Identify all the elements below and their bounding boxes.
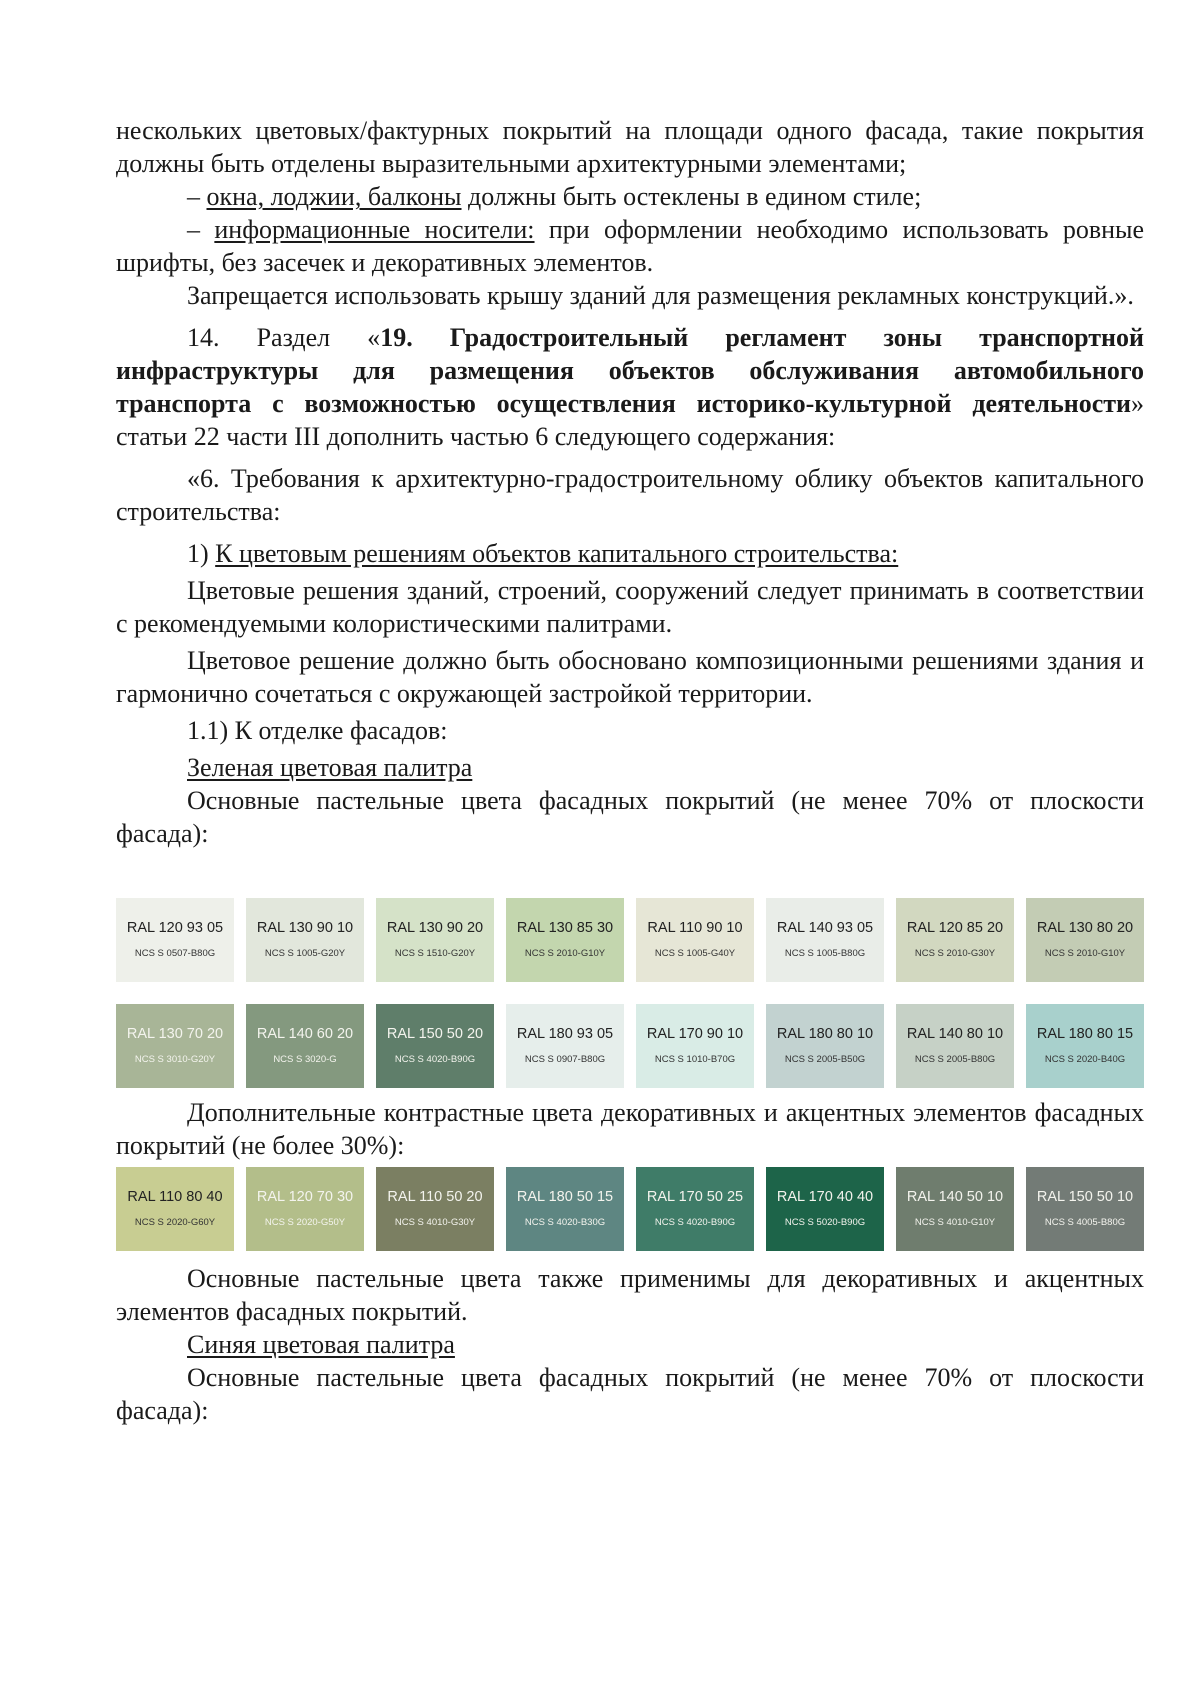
color-swatch (116, 898, 234, 982)
color-swatch (376, 1004, 494, 1088)
paragraph-accent-colors: Дополнительные контрастные цвета декоративных и акцентных элементов фасадных покрытий (не более 30%): (116, 1098, 1144, 1160)
ral-code: RAL 140 80 10 (906, 1026, 1004, 1042)
ncs-code: NCS S 2005-B50G (784, 1054, 866, 1065)
ncs-code: NCS S 4005-B80G (1044, 1217, 1126, 1228)
ral-code: RAL 110 80 40 (127, 1189, 223, 1205)
paragraph-color-justification: Цветовое решение должно быть обосновано композиционными решениями здания и гармонично сочетаться с окружающей застройкой территории. (116, 646, 1144, 708)
color-swatch (896, 1167, 1014, 1251)
color-swatch (506, 1167, 624, 1251)
dash: – (187, 182, 200, 211)
color-swatch (376, 1167, 494, 1251)
item-number: 1) (187, 539, 209, 568)
accent-swatch-grid (116, 1167, 1144, 1251)
paragraph-pastel-also: Основные пастельные цвета также применимы для декоративных и акцентных элементов фасадных покрытий. (116, 1264, 1144, 1326)
paragraph-windows (116, 180, 1144, 213)
color-swatch (636, 1004, 754, 1088)
color-swatch (116, 1004, 234, 1088)
color-swatch (766, 898, 884, 982)
paragraph-roof-ban: Запрещается использовать крышу зданий для размещения рекламных конструкций.». (187, 281, 1134, 310)
color-swatch (896, 898, 1014, 982)
paragraph-main-colors-green: Основные пастельные цвета фасадных покрытий (не менее 70% от плоскости фасада): (116, 786, 1144, 848)
section-title: 19. Градостроительный регламент зоны транспортной инфраструктуры для размещения объектов обслуживания автомобильного транспорта с возможностью осуществления историко-культурной деятельности (116, 323, 1145, 418)
text-block-accent (116, 1096, 1144, 1162)
ncs-code: NCS S 4020-B90G (394, 1054, 476, 1065)
ral-code: RAL 110 50 20 (387, 1189, 483, 1205)
ncs-code: NCS S 1005-G40Y (654, 948, 736, 959)
ral-code: RAL 110 90 10 (647, 920, 743, 936)
section-outro: » статьи 22 части III дополнить частью 6 следующего содержания: (116, 389, 1144, 451)
ncs-code: NCS S 2010-G10Y (524, 948, 606, 959)
ncs-code: NCS S 3010-G20Y (134, 1054, 216, 1065)
ral-code: RAL 140 60 20 (256, 1026, 354, 1042)
color-swatch (636, 898, 754, 982)
ncs-code: NCS S 0507-B80G (134, 948, 216, 959)
color-swatch (506, 1004, 624, 1088)
ncs-code: NCS S 4020-B30G (524, 1217, 606, 1228)
ral-code: RAL 140 93 05 (776, 920, 874, 936)
info-carriers-term: информационные носители: (214, 215, 535, 244)
ral-code: RAL 170 90 10 (646, 1026, 744, 1042)
windows-term: окна, лоджии, балконы (206, 182, 462, 211)
text-block-top (116, 114, 1144, 850)
color-swatch (766, 1167, 884, 1251)
ral-code: RAL 130 85 30 (516, 920, 614, 936)
ral-code: RAL 150 50 10 (1036, 1189, 1134, 1205)
ral-code: RAL 120 85 20 (906, 920, 1004, 936)
color-swatch (896, 1004, 1014, 1088)
ncs-code: NCS S 1005-G20Y (264, 948, 346, 959)
color-swatch (766, 1004, 884, 1088)
ncs-code: NCS S 4020-B90G (654, 1217, 736, 1228)
dash: – (187, 215, 200, 244)
color-swatch (116, 1167, 234, 1251)
blue-palette-title: Синяя цветовая палитра (187, 1330, 455, 1359)
ral-code: RAL 130 90 20 (386, 920, 484, 936)
ral-code: RAL 130 70 20 (126, 1026, 224, 1042)
ncs-code: NCS S 1510-G20Y (394, 948, 476, 959)
color-swatch (636, 1167, 754, 1251)
ral-code: RAL 130 90 10 (256, 920, 354, 936)
blue-palette-heading (116, 1328, 1144, 1361)
ncs-code: NCS S 2020-B40G (1044, 1054, 1126, 1065)
ral-code: RAL 170 50 25 (646, 1189, 744, 1205)
color-swatch (1026, 898, 1144, 982)
ral-code: RAL 180 80 15 (1036, 1026, 1134, 1042)
ncs-code: NCS S 1005-B80G (784, 948, 866, 959)
ncs-code: NCS S 4010-G30Y (394, 1217, 476, 1228)
paragraph-main-colors-blue: Основные пастельные цвета фасадных покрытий (не менее 70% от плоскости фасада): (116, 1363, 1144, 1425)
paragraph-color-solutions: Цветовые решения зданий, строений, сооружений следует принимать в соответствии с рекомендуемыми колористическими палитрами. (116, 576, 1144, 638)
ncs-code: NCS S 4010-G10Y (914, 1217, 996, 1228)
paragraph-requirements: «6. Требования к архитектурно-градостроительному облику объектов капитального строительства: (116, 464, 1144, 526)
main-swatch-grid (116, 898, 1144, 1088)
ral-code: RAL 140 50 10 (906, 1189, 1004, 1205)
ncs-code: NCS S 0907-B80G (524, 1054, 606, 1065)
color-swatch (246, 1167, 364, 1251)
color-swatch (246, 898, 364, 982)
ral-code: RAL 180 50 15 (516, 1189, 614, 1205)
paragraph-facade-finish: 1.1) К отделке фасадов: (187, 716, 448, 745)
section-intro: 14. Раздел « (187, 323, 381, 352)
color-swatch (1026, 1004, 1144, 1088)
ral-code: RAL 180 93 05 (516, 1026, 614, 1042)
ncs-code: NCS S 5020-B90G (784, 1217, 866, 1228)
text-block-bottom (116, 1262, 1144, 1427)
color-swatch (1026, 1167, 1144, 1251)
ncs-code: NCS S 2010-G10Y (1044, 948, 1126, 959)
ncs-code: NCS S 1010-B70G (654, 1054, 736, 1065)
ncs-code: NCS S 3020-G (273, 1054, 337, 1065)
ral-code: RAL 120 70 30 (256, 1189, 354, 1205)
paragraph-color-solutions-heading (116, 537, 1144, 570)
ncs-code: NCS S 2005-B80G (914, 1054, 996, 1065)
ral-code: RAL 130 80 20 (1036, 920, 1134, 936)
green-palette-title: Зеленая цветовая палитра (187, 753, 473, 782)
green-palette-heading (116, 751, 1144, 784)
ral-code: RAL 180 80 10 (776, 1026, 874, 1042)
color-swatch (506, 898, 624, 982)
paragraph-info-carriers (116, 213, 1144, 279)
ral-code: RAL 120 93 05 (126, 920, 224, 936)
ral-code: RAL 150 50 20 (386, 1026, 484, 1042)
info-carriers-text: при оформлении необходимо использовать ровные шрифты, без засечек и декоративных элементов. (116, 215, 1145, 277)
ncs-code: NCS S 2010-G30Y (914, 948, 996, 959)
ncs-code: NCS S 2020-G60Y (134, 1217, 216, 1228)
color-solutions-heading: К цветовым решениям объектов капитального строительства: (215, 539, 899, 568)
paragraph-facade-coatings: нескольких цветовых/фактурных покрытий на площади одного фасада, такие покрытия должны быть отделены выразительными архитектурными элементами; (116, 116, 1144, 178)
color-swatch (376, 898, 494, 982)
ral-code: RAL 170 40 40 (776, 1189, 874, 1205)
color-swatch (246, 1004, 364, 1088)
windows-text: должны быть остеклены в едином стиле; (468, 182, 922, 211)
ncs-code: NCS S 2020-G50Y (264, 1217, 346, 1228)
paragraph-section-19 (116, 321, 1144, 453)
